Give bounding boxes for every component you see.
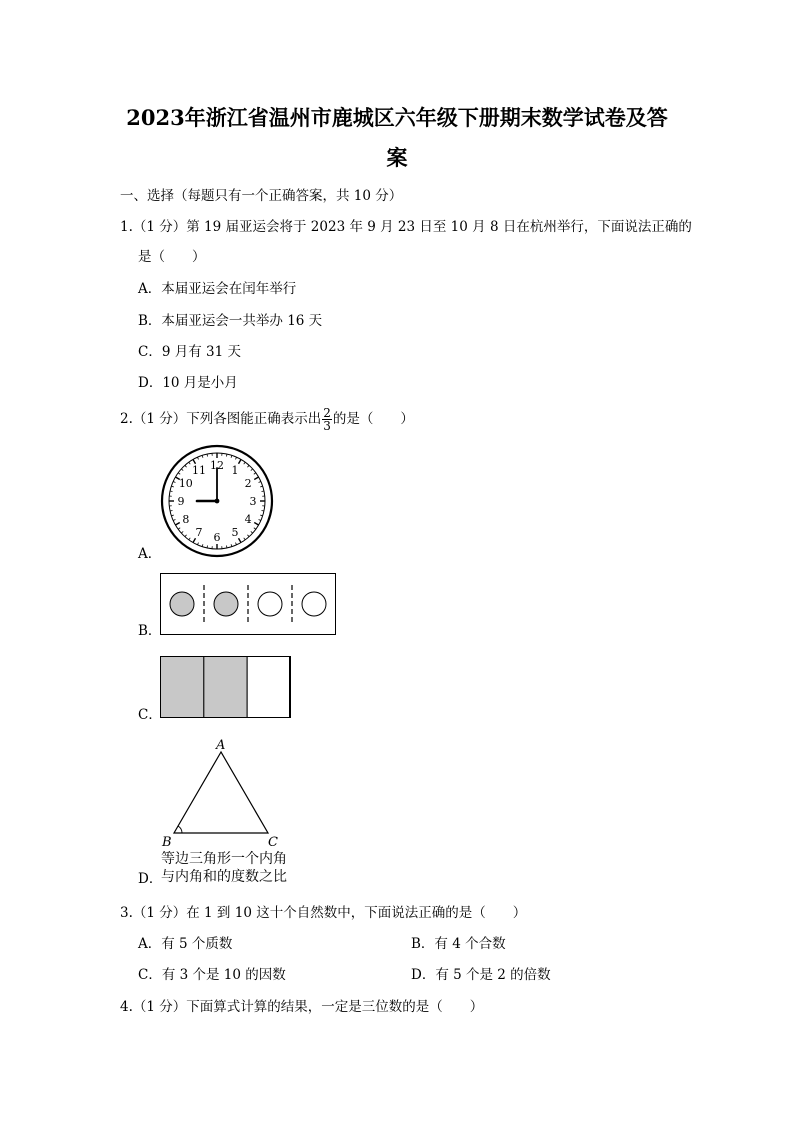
clock-tick — [254, 477, 258, 480]
clock-tick — [236, 457, 237, 459]
clock-number: 2 — [244, 477, 252, 490]
clock-figure — [158, 442, 276, 560]
empty-section — [247, 657, 290, 718]
question-1-option-a: A．本届亚运会在闰年举行 — [138, 281, 297, 297]
clock-tick — [173, 520, 175, 521]
question-2-label-d: D． — [138, 871, 163, 887]
clock-number: 12 — [210, 459, 224, 472]
clock-tick — [178, 528, 180, 529]
fraction-numerator: 2 — [323, 406, 331, 420]
clock-tick — [207, 546, 208, 548]
shaded-section — [161, 657, 204, 718]
rectangle-parts — [161, 657, 291, 718]
clock-tick — [178, 473, 180, 474]
clock-tick — [262, 491, 264, 492]
question-2-label-b: B． — [138, 623, 162, 639]
clock-tick — [170, 491, 172, 492]
fraction-denominator: 3 — [323, 419, 331, 433]
triangle-figure — [158, 736, 288, 851]
clock-tick — [236, 543, 237, 545]
clock-tick — [171, 515, 173, 516]
triangle-caption-line-2: 与内角和的度数之比 — [161, 869, 287, 885]
shaded-circle — [214, 592, 238, 616]
title-line-2: 案 — [386, 145, 408, 170]
clock-tick — [239, 538, 242, 542]
question-1-option-d: D．10 月是小月 — [138, 375, 238, 391]
clock-tick — [254, 473, 256, 474]
question-2-stem — [120, 407, 414, 432]
clock-tick — [202, 544, 203, 546]
clock-tick — [231, 544, 232, 546]
clock-tick — [254, 523, 258, 526]
clock-tick — [260, 486, 262, 487]
clock-tick — [231, 455, 232, 457]
clock-tick — [251, 469, 253, 471]
question-1-option-b: B．本届亚运会一共举办 16 天 — [138, 313, 323, 329]
clock-tick — [207, 454, 208, 456]
empty-circle — [258, 592, 282, 616]
clock-tick — [197, 543, 198, 545]
clock-tick — [260, 515, 262, 516]
clock-tick — [171, 486, 173, 487]
clock-number: 8 — [182, 513, 190, 526]
clock-number: 9 — [177, 495, 185, 508]
triangle-caption — [161, 850, 287, 886]
question-2-stem-after: 的是（ ） — [332, 411, 414, 427]
vertex-label-b: B — [162, 835, 172, 850]
clock-tick — [247, 465, 249, 467]
question-3-option-b: B．有 4 个合数 — [411, 936, 506, 952]
question-2-stem-before: 2.（1 分）下列各图能正确表示出 — [120, 411, 322, 427]
clock-tick — [251, 531, 253, 533]
clock-tick — [259, 481, 261, 482]
question-3-option-d: D．有 5 个是 2 的倍数 — [411, 967, 551, 983]
clock-tick — [197, 457, 198, 459]
clock-tick — [185, 535, 187, 537]
question-1-stem-line-2: 是（ ） — [138, 249, 206, 265]
clock-tick — [239, 459, 242, 463]
clock-tick — [244, 538, 245, 540]
vertex-label-c: C — [268, 835, 278, 850]
angle-mark — [178, 826, 182, 833]
clock-tick — [262, 510, 264, 511]
clock-number: 4 — [244, 513, 252, 526]
fraction-two-thirds — [322, 407, 332, 432]
clock-number: 3 — [249, 495, 257, 508]
clock-number: 11 — [192, 463, 206, 477]
question-1-stem-line-1: 1.（1 分）第 19 届亚运会将于 2023 年 9 月 23 日至 10 月 8 日在杭州举行，下面说法正确的 — [120, 219, 692, 235]
clock-tick — [247, 535, 249, 537]
clock-tick — [181, 469, 183, 471]
question-2-label-a: A． — [138, 546, 162, 562]
clock-tick — [189, 538, 190, 540]
clock-tick — [226, 454, 227, 456]
shaded-circle — [170, 592, 194, 616]
triangle-caption-line-1: 等边三角形一个内角 — [161, 851, 287, 867]
clock-tick — [175, 523, 179, 526]
equilateral-triangle — [174, 752, 268, 833]
clock-tick — [181, 531, 183, 533]
clock-center — [215, 499, 220, 504]
clock-number: 7 — [195, 526, 203, 540]
empty-circle — [302, 592, 326, 616]
question-3-stem: 3.（1 分）在 1 到 10 这十个自然数中，下面说法正确的是（ ） — [120, 905, 527, 921]
clock-tick — [254, 528, 256, 529]
clock-tick — [189, 462, 190, 464]
clock-tick — [202, 455, 203, 457]
clock-number: 6 — [213, 531, 221, 544]
clock-number: 10 — [178, 477, 193, 490]
title-line-1: 2023年浙江省温州市鹿城区六年级下册期末数学试卷及答 — [126, 105, 668, 130]
question-4-stem: 4.（1 分）下面算式计算的结果，一定是三位数的是（ ） — [120, 999, 484, 1015]
clock-tick — [170, 510, 172, 511]
section-heading: 一、选择（每题只有一个正确答案，共 10 分） — [120, 188, 403, 204]
clock-tick — [244, 462, 245, 464]
clock-tick — [173, 481, 175, 482]
question-1-option-c: C．9 月有 31 天 — [138, 344, 241, 360]
question-2-label-c: C． — [138, 707, 162, 723]
clock-tick — [259, 520, 261, 521]
shaded-section — [204, 657, 247, 718]
question-3-option-a: A．有 5 个质数 — [138, 936, 233, 952]
vertex-label-a: A — [216, 738, 226, 753]
rectangle-figure — [160, 656, 291, 719]
circles-figure — [160, 573, 337, 636]
clock-number: 1 — [231, 463, 239, 477]
clock-tick — [226, 546, 227, 548]
clock-tick — [185, 465, 187, 467]
clock-number: 5 — [231, 526, 239, 540]
question-3-option-c: C．有 3 个是 10 的因数 — [138, 967, 286, 983]
